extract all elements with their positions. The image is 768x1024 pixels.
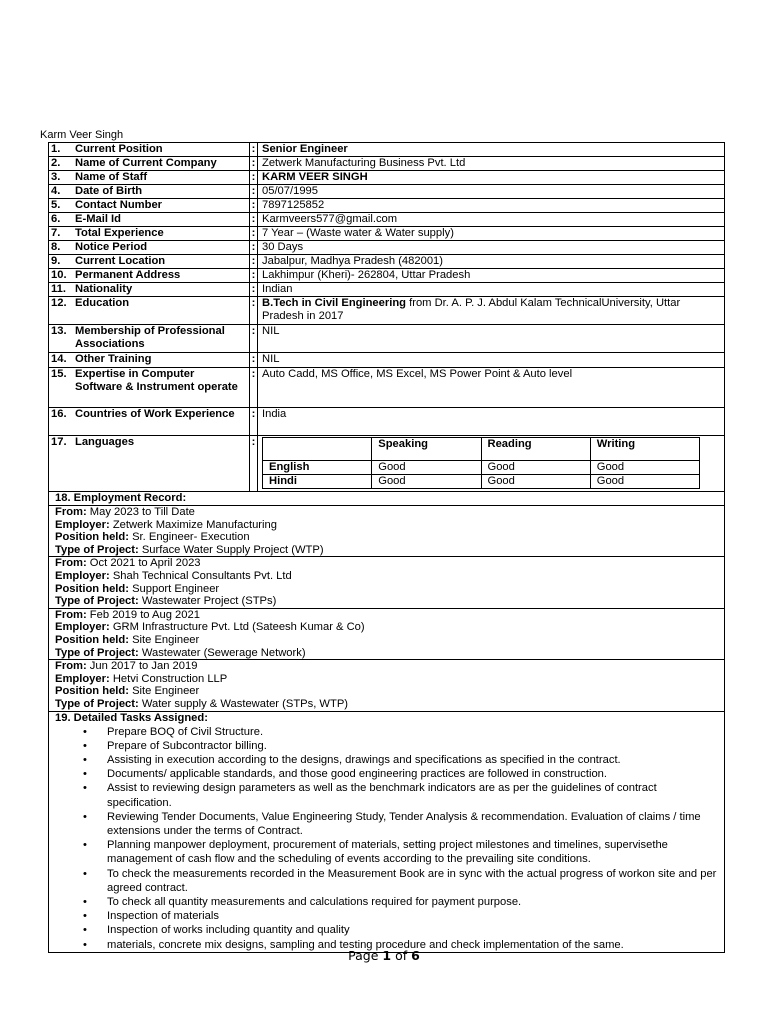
field-number: 17. (51, 436, 67, 448)
info-row (49, 171, 725, 185)
education-value (258, 297, 725, 325)
field-label-text: Languages (75, 436, 135, 448)
field-number: 6. (51, 213, 61, 225)
field-label (49, 241, 250, 255)
field-value: Auto Cadd, MS Office, MS Excel, MS Power Point & Auto level (258, 368, 725, 408)
task-item: • Inspection of works including quantity and quality (107, 923, 718, 937)
task-item: • Assisting in execution according to the designs, drawings and specifications as specified in the contract. (107, 753, 718, 767)
field-label (49, 157, 250, 171)
language-item-row (263, 461, 700, 475)
field-label (49, 255, 250, 269)
field-label-text: Name of Staff (75, 171, 148, 183)
task-item: • Prepare BOQ of Civil Structure. (107, 725, 718, 739)
field-number: 10. (51, 269, 67, 281)
language-speaking: Good (372, 461, 481, 475)
field-label-text: Membership of Professional Associations (75, 325, 225, 350)
field-label-text: Education (75, 297, 130, 309)
language-name: English (263, 461, 372, 475)
info-row (49, 227, 725, 241)
field-separator: : (250, 368, 258, 408)
education-details: from Dr. A. P. J. Abdul Kalam TechnicalUniversity, Uttar Pradesh in 2017 (262, 297, 681, 322)
languages-value (258, 436, 725, 492)
languages-header-row (263, 438, 700, 461)
tasks-row (49, 711, 725, 952)
page-footer (0, 948, 768, 963)
field-label (49, 283, 250, 297)
field-value: 7 Year – (Waste water & Water supply) (258, 227, 725, 241)
employment-title-row (49, 492, 725, 506)
field-label-text: Current Position (75, 143, 163, 155)
employment-project-type: Type of Project: Wastewater Project (STPs) (55, 595, 277, 608)
field-value: Senior Engineer (258, 143, 725, 157)
field-label-text: Nationality (75, 283, 133, 295)
page-label: Page (348, 948, 383, 963)
info-row (49, 408, 725, 436)
field-label-text: Permanent Address (75, 269, 181, 281)
tasks-list (55, 725, 718, 952)
field-number: 9. (51, 255, 61, 267)
info-row (49, 143, 725, 157)
employment-from: From: Feb 2019 to Aug 2021 (55, 608, 200, 621)
field-separator: : (250, 185, 258, 199)
field-number: 13. (51, 325, 67, 337)
employment-project-type: Type of Project: Water supply & Wastewater (STPs, WTP) (55, 697, 349, 710)
field-value: Jabalpur, Madhya Pradesh (482001) (258, 255, 725, 269)
employment-record (49, 660, 725, 711)
page-current: 1 (382, 948, 392, 963)
field-number: 5. (51, 199, 61, 211)
field-separator: : (250, 199, 258, 213)
field-label (49, 227, 250, 241)
field-label-text: Current Location (75, 255, 166, 267)
field-separator: : (250, 241, 258, 255)
task-item: • To check the measurements recorded in the Measurement Book are in sync with the actual progress of workon site and per agreed contract. (107, 867, 718, 895)
field-value: 7897125852 (258, 199, 725, 213)
info-row (49, 368, 725, 408)
info-row (49, 325, 725, 353)
info-row (49, 185, 725, 199)
task-item: • Inspection of materials (107, 909, 718, 923)
field-value: Indian (258, 283, 725, 297)
field-label-text: Total Experience (75, 227, 164, 239)
document-author-name: Karm Veer Singh (40, 129, 124, 141)
field-value: 05/07/1995 (258, 185, 725, 199)
field-label (49, 408, 250, 436)
info-row (49, 241, 725, 255)
page-of: of (391, 948, 412, 963)
field-separator: : (250, 436, 258, 492)
education-row (49, 297, 725, 325)
field-separator: : (250, 325, 258, 353)
field-separator: : (250, 171, 258, 185)
employment-project-type: Type of Project: Surface Water Supply Project (WTP) (55, 543, 324, 556)
task-item: • Prepare of Subcontractor billing. (107, 739, 718, 753)
field-value: NIL (258, 325, 725, 353)
employment-record-cell (49, 506, 725, 557)
employment-record-cell (49, 660, 725, 711)
info-row (49, 255, 725, 269)
field-number: 8. (51, 241, 61, 253)
field-number: 11. (51, 283, 66, 295)
field-value: 30 Days (258, 241, 725, 255)
employment-project-type: Type of Project: Wastewater (Sewerage Network) (55, 646, 306, 659)
task-item: • Assist to reviewing design parameters as well as the benchmark indicators are as per the guidelines of contract specification. (107, 781, 718, 809)
field-label-text: Contact Number (75, 199, 163, 211)
field-number: 1. (51, 143, 61, 155)
field-number: 12. (51, 297, 67, 309)
info-row (49, 269, 725, 283)
employment-from: From: May 2023 to Till Date (55, 506, 195, 518)
field-label (49, 297, 250, 325)
info-row (49, 283, 725, 297)
employment-record (49, 506, 725, 557)
field-label (49, 269, 250, 283)
info-row (49, 199, 725, 213)
field-separator: : (250, 297, 258, 325)
languages-header-cell (263, 438, 372, 461)
field-value: Zetwerk Manufacturing Business Pvt. Ltd (258, 157, 725, 171)
field-number: 14. (51, 353, 67, 365)
field-value: Karmveers577@gmail.com (258, 213, 725, 227)
language-name: Hindi (263, 475, 372, 489)
field-label (49, 171, 250, 185)
field-separator: : (250, 408, 258, 436)
language-writing: Good (590, 461, 699, 475)
info-row (49, 213, 725, 227)
task-item: • materials, concrete mix designs, sampling and testing procedure and check implementation of the same. (107, 938, 718, 952)
languages-header-cell: Writing (590, 438, 699, 461)
field-separator: : (250, 283, 258, 297)
field-label (49, 325, 250, 353)
employment-position: Position held: Site Engineer (55, 633, 200, 646)
field-label (49, 436, 250, 492)
field-value: KARM VEER SINGH (258, 171, 725, 185)
languages-row (49, 436, 725, 492)
employment-employer: Employer: Hetvi Construction LLP (55, 672, 228, 685)
field-label (49, 368, 250, 408)
field-label-text: Date of Birth (75, 185, 143, 197)
field-separator: : (250, 143, 258, 157)
field-label (49, 353, 250, 368)
employment-record-title: 18. Employment Record: (49, 492, 725, 506)
task-item: • Reviewing Tender Documents, Value Engineering Study, Tender Analysis & recommendation. Evaluation of claims / time extensions under the terms of Contract. (107, 810, 718, 838)
field-separator: : (250, 269, 258, 283)
employment-employer: Employer: Shah Technical Consultants Pvt. Ltd (55, 569, 292, 582)
field-separator: : (250, 255, 258, 269)
field-number: 4. (51, 185, 61, 197)
employment-position: Position held: Sr. Engineer- Execution (55, 531, 250, 544)
field-label-text: Countries of Work Experience (75, 408, 235, 420)
language-reading: Good (481, 461, 590, 475)
field-number: 7. (51, 227, 61, 239)
field-number: 2. (51, 157, 61, 169)
employment-record-cell (49, 557, 725, 608)
education-degree: B.Tech in Civil Engineering (262, 297, 407, 309)
field-value: India (258, 408, 725, 436)
field-separator: : (250, 227, 258, 241)
cv-table (48, 142, 725, 953)
employment-position: Position held: Support Engineer (55, 582, 220, 595)
employment-record (49, 608, 725, 659)
field-label-text: Expertise in Computer Software & Instrument operate (75, 368, 238, 393)
info-row (49, 157, 725, 171)
employment-employer: Employer: Zetwerk Maximize Manufacturing (55, 518, 277, 531)
employment-employer: Employer: GRM Infrastructure Pvt. Ltd (Sateesh Kumar & Co) (55, 621, 365, 634)
field-label-text: Other Training (75, 353, 152, 365)
employment-from: From: Jun 2017 to Jan 2019 (55, 660, 198, 673)
employment-record-cell (49, 608, 725, 659)
field-label (49, 185, 250, 199)
task-item: • Planning manpower deployment, procurement of materials, setting project milestones and timelines, supervisethe management of cash flow and the scheduling of events according to the prevailing site conditions. (107, 838, 718, 866)
field-label (49, 213, 250, 227)
field-value: Lakhimpur (Kheri)- 262804, Uttar Pradesh (258, 269, 725, 283)
language-item-row (263, 475, 700, 489)
tasks-cell (49, 711, 725, 952)
languages-header-cell: Reading (481, 438, 590, 461)
task-item: • Documents/ applicable standards, and those good engineering practices are followed in construction. (107, 767, 718, 781)
language-reading: Good (481, 475, 590, 489)
employment-from: From: Oct 2021 to April 2023 (55, 557, 201, 570)
tasks-title: 19. Detailed Tasks Assigned: (55, 711, 208, 724)
languages-header-cell: Speaking (372, 438, 481, 461)
field-number: 16. (51, 408, 67, 420)
employment-position: Position held: Site Engineer (55, 685, 200, 698)
task-item: • To check all quantity measurements and calculations required for payment purpose. (107, 895, 718, 909)
field-label (49, 143, 250, 157)
field-label (49, 199, 250, 213)
field-separator: : (250, 353, 258, 368)
field-number: 15. (51, 368, 67, 380)
field-label-text: Name of Current Company (75, 157, 217, 169)
field-separator: : (250, 157, 258, 171)
field-value: NIL (258, 353, 725, 368)
field-label-text: E-Mail Id (75, 213, 121, 225)
employment-record (49, 557, 725, 608)
field-label-text: Notice Period (75, 241, 148, 253)
field-separator: : (250, 213, 258, 227)
language-speaking: Good (372, 475, 481, 489)
field-number: 3. (51, 171, 61, 183)
page-total: 6 (411, 948, 420, 963)
languages-table (262, 437, 700, 489)
language-writing: Good (590, 475, 699, 489)
info-row (49, 353, 725, 368)
